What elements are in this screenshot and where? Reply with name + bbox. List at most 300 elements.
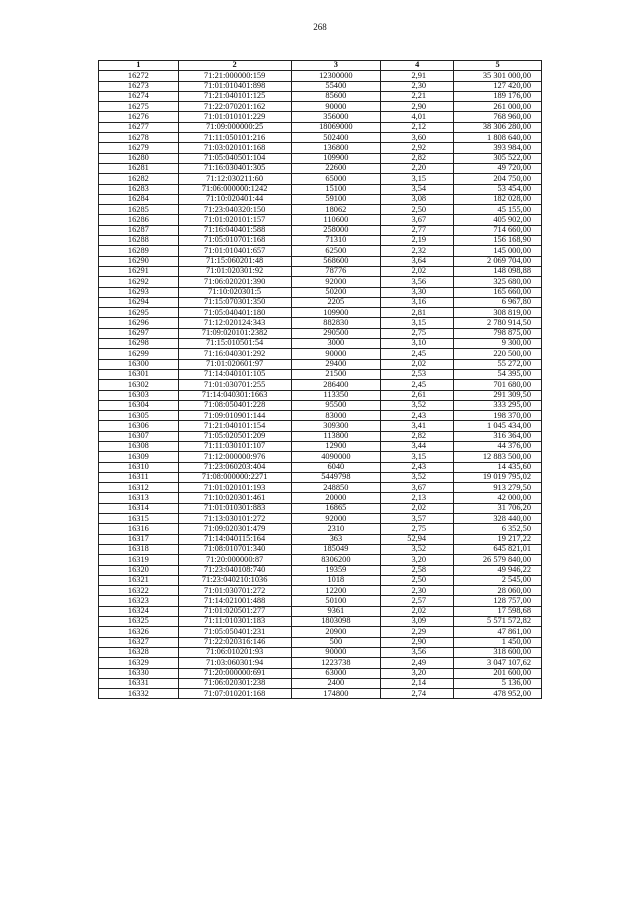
cadastral-number-cell: 71:23:060203:404 xyxy=(178,462,291,472)
cadastral-number-cell: 71:01:020601:97 xyxy=(178,359,291,369)
area-cell: 109900 xyxy=(291,153,381,163)
row-number-cell: 16303 xyxy=(99,390,179,400)
row-number-cell: 16295 xyxy=(99,308,179,318)
area-cell: 113350 xyxy=(291,390,381,400)
row-number-cell: 16297 xyxy=(99,328,179,338)
cadastral-number-cell: 71:09:020101:2382 xyxy=(178,328,291,338)
column-header-2: 2 xyxy=(178,61,291,71)
area-cell: 29400 xyxy=(291,359,381,369)
cadastral-number-cell: 71:01:020101:157 xyxy=(178,215,291,225)
table-row xyxy=(99,246,542,256)
row-number-cell: 16273 xyxy=(99,81,179,91)
rate-cell: 2,90 xyxy=(381,102,454,112)
area-cell: 12900 xyxy=(291,441,381,451)
value-cell: 5 136,00 xyxy=(454,678,542,688)
rate-cell: 2,45 xyxy=(381,349,454,359)
area-cell: 18062 xyxy=(291,205,381,215)
value-cell: 28 060,00 xyxy=(454,586,542,596)
area-cell: 2310 xyxy=(291,524,381,534)
cadastral-number-cell: 71:10:020301:461 xyxy=(178,493,291,503)
rate-cell: 3,52 xyxy=(381,472,454,482)
value-cell: 701 680,00 xyxy=(454,380,542,390)
row-number-cell: 16331 xyxy=(99,678,179,688)
column-header-5: 5 xyxy=(454,61,542,71)
table-row xyxy=(99,462,542,472)
cadastral-number-cell: 71:10:020401:44 xyxy=(178,194,291,204)
row-number-cell: 16304 xyxy=(99,400,179,410)
table-row xyxy=(99,215,542,225)
cadastral-number-cell: 71:05:010701:168 xyxy=(178,236,291,246)
rate-cell: 2,43 xyxy=(381,462,454,472)
value-cell: 14 435,60 xyxy=(454,462,542,472)
area-cell: 92000 xyxy=(291,277,381,287)
value-cell: 478 952,00 xyxy=(454,689,542,699)
cadastral-number-cell: 71:23:040320:150 xyxy=(178,205,291,215)
table-row xyxy=(99,297,542,307)
value-cell: 1 450,00 xyxy=(454,637,542,647)
row-number-cell: 16309 xyxy=(99,452,179,462)
row-number-cell: 16276 xyxy=(99,112,179,122)
area-cell: 2205 xyxy=(291,297,381,307)
column-header-3: 3 xyxy=(291,61,381,71)
cadastral-number-cell: 71:06:020201:390 xyxy=(178,277,291,287)
row-number-cell: 16284 xyxy=(99,194,179,204)
table-row xyxy=(99,524,542,534)
table-row xyxy=(99,472,542,482)
value-cell: 405 902,00 xyxy=(454,215,542,225)
cadastral-number-cell: 71:12:030211:60 xyxy=(178,174,291,184)
cadastral-number-cell: 71:11:030101:107 xyxy=(178,441,291,451)
area-cell: 110600 xyxy=(291,215,381,225)
rate-cell: 3,30 xyxy=(381,287,454,297)
rate-cell: 3,56 xyxy=(381,647,454,657)
row-number-cell: 16315 xyxy=(99,514,179,524)
rate-cell: 2,30 xyxy=(381,586,454,596)
value-cell: 42 000,00 xyxy=(454,493,542,503)
cadastral-number-cell: 71:06:010201:93 xyxy=(178,647,291,657)
rate-cell: 2,21 xyxy=(381,91,454,101)
table-row xyxy=(99,174,542,184)
table-row xyxy=(99,236,542,246)
cadastral-number-cell: 71:05:020501:209 xyxy=(178,431,291,441)
value-cell: 156 168,90 xyxy=(454,236,542,246)
row-number-cell: 16320 xyxy=(99,565,179,575)
table-row xyxy=(99,452,542,462)
cadastral-number-cell: 71:16:040401:588 xyxy=(178,225,291,235)
row-number-cell: 16275 xyxy=(99,102,179,112)
cadastral-number-cell: 71:08:000000:2271 xyxy=(178,472,291,482)
cadastral-number-cell: 71:11:050101:216 xyxy=(178,133,291,143)
rate-cell: 2,29 xyxy=(381,627,454,637)
table-row xyxy=(99,143,542,153)
table-row xyxy=(99,266,542,276)
table-row xyxy=(99,544,542,554)
area-cell: 136800 xyxy=(291,143,381,153)
rate-cell: 3,44 xyxy=(381,441,454,451)
rate-cell: 2,02 xyxy=(381,266,454,276)
table-row xyxy=(99,627,542,637)
value-cell: 12 883 500,00 xyxy=(454,452,542,462)
rate-cell: 3,20 xyxy=(381,668,454,678)
rate-cell: 2,77 xyxy=(381,225,454,235)
row-number-cell: 16296 xyxy=(99,318,179,328)
table-row xyxy=(99,441,542,451)
table-row xyxy=(99,411,542,421)
row-number-cell: 16282 xyxy=(99,174,179,184)
cadastral-number-cell: 71:01:020501:277 xyxy=(178,606,291,616)
area-cell: 65000 xyxy=(291,174,381,184)
value-cell: 31 706,20 xyxy=(454,503,542,513)
cadastral-number-cell: 71:21:040101:154 xyxy=(178,421,291,431)
area-cell: 21500 xyxy=(291,369,381,379)
cadastral-number-cell: 71:16:040301:292 xyxy=(178,349,291,359)
cadastral-number-cell: 71:05:050401:231 xyxy=(178,627,291,637)
cadastral-number-cell: 71:22:020316:146 xyxy=(178,637,291,647)
table-row xyxy=(99,153,542,163)
row-number-cell: 16326 xyxy=(99,627,179,637)
row-number-cell: 16311 xyxy=(99,472,179,482)
row-number-cell: 16294 xyxy=(99,297,179,307)
rate-cell: 2,57 xyxy=(381,596,454,606)
table-row xyxy=(99,277,542,287)
area-cell: 50200 xyxy=(291,287,381,297)
table-row xyxy=(99,133,542,143)
table-row xyxy=(99,287,542,297)
area-cell: 9361 xyxy=(291,606,381,616)
value-cell: 19 019 795,02 xyxy=(454,472,542,482)
row-number-cell: 16287 xyxy=(99,225,179,235)
table-row xyxy=(99,81,542,91)
area-cell: 185049 xyxy=(291,544,381,554)
area-cell: 22600 xyxy=(291,163,381,173)
area-cell: 1018 xyxy=(291,575,381,585)
value-cell: 6 967,80 xyxy=(454,297,542,307)
area-cell: 55400 xyxy=(291,81,381,91)
rate-cell: 2,02 xyxy=(381,359,454,369)
table-row xyxy=(99,678,542,688)
area-cell: 6040 xyxy=(291,462,381,472)
cadastral-number-cell: 71:20:000000:87 xyxy=(178,555,291,565)
rate-cell: 2,61 xyxy=(381,390,454,400)
value-cell: 333 295,00 xyxy=(454,400,542,410)
cadastral-number-cell: 71:01:010301:883 xyxy=(178,503,291,513)
cadastral-number-cell: 71:03:020101:168 xyxy=(178,143,291,153)
rate-cell: 2,02 xyxy=(381,503,454,513)
value-cell: 55 272,00 xyxy=(454,359,542,369)
rate-cell: 3,15 xyxy=(381,452,454,462)
row-number-cell: 16288 xyxy=(99,236,179,246)
area-cell: 71310 xyxy=(291,236,381,246)
data-table xyxy=(98,60,542,699)
rate-cell: 2,02 xyxy=(381,606,454,616)
value-cell: 2 780 914,50 xyxy=(454,318,542,328)
value-cell: 38 306 280,00 xyxy=(454,122,542,132)
table-row xyxy=(99,318,542,328)
table-row xyxy=(99,503,542,513)
rate-cell: 2,32 xyxy=(381,246,454,256)
area-cell: 113800 xyxy=(291,431,381,441)
value-cell: 308 819,00 xyxy=(454,308,542,318)
table-body xyxy=(99,71,542,699)
area-cell: 248850 xyxy=(291,483,381,493)
row-number-cell: 16293 xyxy=(99,287,179,297)
area-cell: 174800 xyxy=(291,689,381,699)
rate-cell: 3,10 xyxy=(381,339,454,349)
row-number-cell: 16327 xyxy=(99,637,179,647)
page-number: 268 xyxy=(313,22,327,32)
rate-cell: 2,91 xyxy=(381,71,454,81)
rate-cell: 2,13 xyxy=(381,493,454,503)
rate-cell: 52,94 xyxy=(381,534,454,544)
value-cell: 19 217,22 xyxy=(454,534,542,544)
row-number-cell: 16299 xyxy=(99,349,179,359)
cadastral-number-cell: 71:11:010301:183 xyxy=(178,617,291,627)
row-number-cell: 16314 xyxy=(99,503,179,513)
area-cell: 5449798 xyxy=(291,472,381,482)
value-cell: 1 808 640,00 xyxy=(454,133,542,143)
value-cell: 148 098,88 xyxy=(454,266,542,276)
value-cell: 645 821,01 xyxy=(454,544,542,554)
table-row xyxy=(99,658,542,668)
area-cell: 95500 xyxy=(291,400,381,410)
rate-cell: 2,82 xyxy=(381,153,454,163)
value-cell: 35 301 000,00 xyxy=(454,71,542,81)
cadastral-number-cell: 71:10:020301:5 xyxy=(178,287,291,297)
rate-cell: 3,15 xyxy=(381,174,454,184)
cadastral-number-cell: 71:09:010901:144 xyxy=(178,411,291,421)
cadastral-number-cell: 71:12:020124:343 xyxy=(178,318,291,328)
area-cell: 290500 xyxy=(291,328,381,338)
area-cell: 63000 xyxy=(291,668,381,678)
table-row xyxy=(99,421,542,431)
rate-cell: 4,01 xyxy=(381,112,454,122)
table-row xyxy=(99,390,542,400)
rate-cell: 3,67 xyxy=(381,215,454,225)
area-cell: 20900 xyxy=(291,627,381,637)
table-row xyxy=(99,339,542,349)
rate-cell: 2,75 xyxy=(381,524,454,534)
value-cell: 47 861,00 xyxy=(454,627,542,637)
table-row xyxy=(99,431,542,441)
table-row xyxy=(99,122,542,132)
area-cell: 20000 xyxy=(291,493,381,503)
value-cell: 768 960,00 xyxy=(454,112,542,122)
table-row xyxy=(99,493,542,503)
area-cell: 500 xyxy=(291,637,381,647)
value-cell: 5 571 572,82 xyxy=(454,617,542,627)
rate-cell: 2,81 xyxy=(381,308,454,318)
value-cell: 714 660,00 xyxy=(454,225,542,235)
area-cell: 8306200 xyxy=(291,555,381,565)
cadastral-number-cell: 71:03:060301:94 xyxy=(178,658,291,668)
value-cell: 198 370,00 xyxy=(454,411,542,421)
table-row xyxy=(99,225,542,235)
rate-cell: 2,75 xyxy=(381,328,454,338)
column-header-4: 4 xyxy=(381,61,454,71)
rate-cell: 2,45 xyxy=(381,380,454,390)
cadastral-number-cell: 71:08:050401:228 xyxy=(178,400,291,410)
rate-cell: 3,52 xyxy=(381,400,454,410)
area-cell: 85600 xyxy=(291,91,381,101)
cadastral-number-cell: 71:12:000000:976 xyxy=(178,452,291,462)
row-number-cell: 16298 xyxy=(99,339,179,349)
area-cell: 12300000 xyxy=(291,71,381,81)
row-number-cell: 16290 xyxy=(99,256,179,266)
area-cell: 78776 xyxy=(291,266,381,276)
value-cell: 913 279,50 xyxy=(454,483,542,493)
row-number-cell: 16281 xyxy=(99,163,179,173)
area-cell: 109900 xyxy=(291,308,381,318)
rate-cell: 2,43 xyxy=(381,411,454,421)
cadastral-number-cell: 71:01:010401:657 xyxy=(178,246,291,256)
rate-cell: 2,49 xyxy=(381,658,454,668)
value-cell: 53 454,00 xyxy=(454,184,542,194)
row-number-cell: 16329 xyxy=(99,658,179,668)
rate-cell: 3,09 xyxy=(381,617,454,627)
table-row xyxy=(99,308,542,318)
row-number-cell: 16277 xyxy=(99,122,179,132)
table-row xyxy=(99,575,542,585)
cadastral-number-cell: 71:09:000000:25 xyxy=(178,122,291,132)
cadastral-number-cell: 71:14:040301:1663 xyxy=(178,390,291,400)
cadastral-number-cell: 71:05:040501:104 xyxy=(178,153,291,163)
table-row xyxy=(99,606,542,616)
value-cell: 49 946,22 xyxy=(454,565,542,575)
row-number-cell: 16316 xyxy=(99,524,179,534)
row-number-cell: 16307 xyxy=(99,431,179,441)
rate-cell: 3,56 xyxy=(381,277,454,287)
cadastral-number-cell: 71:20:000000:691 xyxy=(178,668,291,678)
table-row xyxy=(99,596,542,606)
row-number-cell: 16323 xyxy=(99,596,179,606)
cadastral-number-cell: 71:15:060201:48 xyxy=(178,256,291,266)
value-cell: 316 364,00 xyxy=(454,431,542,441)
table-row xyxy=(99,647,542,657)
table-row xyxy=(99,514,542,524)
row-number-cell: 16328 xyxy=(99,647,179,657)
row-number-cell: 16332 xyxy=(99,689,179,699)
table-row xyxy=(99,328,542,338)
cadastral-number-cell: 71:08:010701:340 xyxy=(178,544,291,554)
cadastral-number-cell: 71:09:020301:479 xyxy=(178,524,291,534)
row-number-cell: 16321 xyxy=(99,575,179,585)
cadastral-number-cell: 71:05:040401:180 xyxy=(178,308,291,318)
row-number-cell: 16274 xyxy=(99,91,179,101)
area-cell: 356000 xyxy=(291,112,381,122)
area-cell: 59100 xyxy=(291,194,381,204)
value-cell: 1 045 434,00 xyxy=(454,421,542,431)
area-cell: 15100 xyxy=(291,184,381,194)
cadastral-number-cell: 71:14:040101:105 xyxy=(178,369,291,379)
rate-cell: 2,12 xyxy=(381,122,454,132)
area-cell: 568600 xyxy=(291,256,381,266)
table-row xyxy=(99,256,542,266)
cadastral-number-cell: 71:14:021001:488 xyxy=(178,596,291,606)
area-cell: 16865 xyxy=(291,503,381,513)
cadastral-number-cell: 71:14:040115:164 xyxy=(178,534,291,544)
table-row xyxy=(99,359,542,369)
table-row xyxy=(99,586,542,596)
value-cell: 3 047 107,62 xyxy=(454,658,542,668)
value-cell: 798 875,00 xyxy=(454,328,542,338)
value-cell: 325 680,00 xyxy=(454,277,542,287)
area-cell: 4090000 xyxy=(291,452,381,462)
rate-cell: 2,92 xyxy=(381,143,454,153)
table-row xyxy=(99,194,542,204)
cadastral-number-cell: 71:01:030701:272 xyxy=(178,586,291,596)
value-cell: 45 155,00 xyxy=(454,205,542,215)
table-row xyxy=(99,91,542,101)
area-cell: 258000 xyxy=(291,225,381,235)
table-row xyxy=(99,555,542,565)
area-cell: 62500 xyxy=(291,246,381,256)
table-row xyxy=(99,205,542,215)
table-row xyxy=(99,349,542,359)
value-cell: 261 000,00 xyxy=(454,102,542,112)
value-cell: 220 500,00 xyxy=(454,349,542,359)
rate-cell: 3,15 xyxy=(381,318,454,328)
value-cell: 2 069 704,00 xyxy=(454,256,542,266)
table-row xyxy=(99,534,542,544)
rate-cell: 3,54 xyxy=(381,184,454,194)
cadastral-number-cell: 71:21:040101:125 xyxy=(178,91,291,101)
rate-cell: 2,74 xyxy=(381,689,454,699)
row-number-cell: 16292 xyxy=(99,277,179,287)
rate-cell: 3,16 xyxy=(381,297,454,307)
row-number-cell: 16289 xyxy=(99,246,179,256)
rate-cell: 2,58 xyxy=(381,565,454,575)
cadastral-number-cell: 71:07:010201:168 xyxy=(178,689,291,699)
area-cell: 83000 xyxy=(291,411,381,421)
row-number-cell: 16318 xyxy=(99,544,179,554)
cadastral-number-cell: 71:21:000000:159 xyxy=(178,71,291,81)
cadastral-number-cell: 71:01:010401:898 xyxy=(178,81,291,91)
value-cell: 393 984,00 xyxy=(454,143,542,153)
cadastral-number-cell: 71:23:040210:1036 xyxy=(178,575,291,585)
area-cell: 90000 xyxy=(291,102,381,112)
rate-cell: 2,90 xyxy=(381,637,454,647)
row-number-cell: 16272 xyxy=(99,71,179,81)
rate-cell: 3,41 xyxy=(381,421,454,431)
table-row xyxy=(99,483,542,493)
rate-cell: 2,30 xyxy=(381,81,454,91)
row-number-cell: 16280 xyxy=(99,153,179,163)
area-cell: 50100 xyxy=(291,596,381,606)
row-number-cell: 16291 xyxy=(99,266,179,276)
row-number-cell: 16325 xyxy=(99,617,179,627)
value-cell: 328 440,00 xyxy=(454,514,542,524)
value-cell: 201 600,00 xyxy=(454,668,542,678)
column-header-1: 1 xyxy=(99,61,179,71)
value-cell: 291 309,50 xyxy=(454,390,542,400)
table-header-row xyxy=(99,61,542,71)
rate-cell: 2,50 xyxy=(381,575,454,585)
value-cell: 9 300,00 xyxy=(454,339,542,349)
row-number-cell: 16278 xyxy=(99,133,179,143)
area-cell: 882830 xyxy=(291,318,381,328)
area-cell: 19359 xyxy=(291,565,381,575)
cadastral-number-cell: 71:15:010501:54 xyxy=(178,339,291,349)
area-cell: 2400 xyxy=(291,678,381,688)
rate-cell: 2,53 xyxy=(381,369,454,379)
area-cell: 1223738 xyxy=(291,658,381,668)
row-number-cell: 16300 xyxy=(99,359,179,369)
value-cell: 128 757,00 xyxy=(454,596,542,606)
value-cell: 204 750,00 xyxy=(454,174,542,184)
rate-cell: 3,64 xyxy=(381,256,454,266)
table-row xyxy=(99,617,542,627)
row-number-cell: 16319 xyxy=(99,555,179,565)
